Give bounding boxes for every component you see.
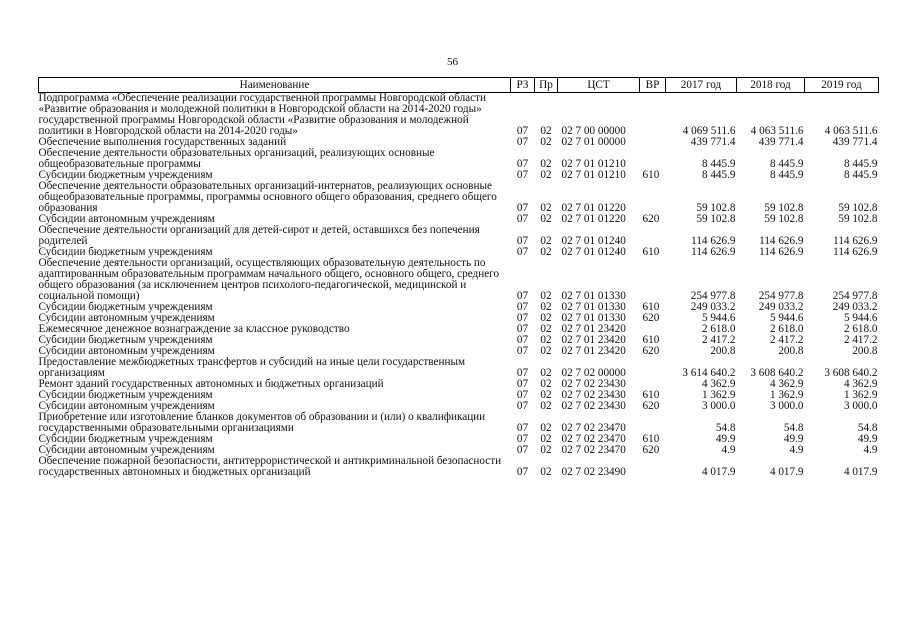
- cell-rz: 07: [516, 213, 529, 225]
- cell-pr: 02: [540, 389, 552, 401]
- cell-cst: 02 7 02 23430: [561, 389, 626, 401]
- cell-y2017: 4.9: [721, 444, 736, 456]
- cell-pr: 02: [540, 466, 552, 478]
- cell-pr: 02: [540, 422, 552, 434]
- cell-y2018: 4 362.9: [769, 378, 804, 390]
- cell-cst: 02 7 01 23420: [561, 334, 626, 346]
- table-row: [39, 93, 879, 138]
- cell-vr: 610: [642, 301, 660, 313]
- cell-y2019: 254 977.8: [832, 290, 878, 302]
- cell-pr: 02: [540, 378, 552, 390]
- cell-pr: 02: [540, 169, 552, 181]
- cell-y2019: 5 944.6: [843, 312, 878, 324]
- cell-pr: 02: [540, 246, 552, 258]
- cell-y2018: 59 102.8: [764, 213, 804, 225]
- cell-pr: 02: [540, 345, 552, 357]
- cell-y2018: 4.9: [789, 444, 804, 456]
- cell-y2019: 2 618.0: [843, 323, 878, 335]
- header-pr: Пр: [535, 78, 558, 93]
- cell-rz: 07: [516, 136, 529, 148]
- cell-y2017: 114 626.9: [691, 235, 736, 247]
- cell-y2018: 2 417.2: [769, 334, 804, 346]
- cell-cst: 02 7 01 01330: [561, 290, 626, 302]
- cell-vr: [640, 93, 666, 138]
- cell-vr: 610: [642, 433, 660, 445]
- cell-y2018: 4 017.9: [769, 466, 804, 478]
- cell-cst: 02 7 01 01240: [561, 235, 626, 247]
- cell-name: Обеспечение выполнения государственных заданий: [38, 136, 287, 148]
- cell-cst: 02 7 00 00000: [561, 125, 626, 137]
- cell-rz: 07: [516, 235, 529, 247]
- cell-y2019: 49.9: [857, 433, 878, 445]
- cell-y2019: 3 000.0: [843, 400, 878, 412]
- cell-vr: 620: [642, 444, 660, 456]
- cell-y2019: 249 033.2: [832, 301, 878, 313]
- cell-pr: 02: [540, 323, 552, 335]
- cell-rz: 07: [516, 323, 529, 335]
- cell-y2017: 54.8: [715, 422, 736, 434]
- cell-name: Субсидии бюджетным учреждениям: [38, 169, 213, 181]
- cell-cst: 02 7 02 00000: [561, 367, 626, 379]
- cell-y2017: 114 626.9: [691, 246, 736, 258]
- cell-cst: 02 7 01 00000: [561, 136, 626, 148]
- cell-y2019: 8 445.9: [843, 169, 878, 181]
- cell-cst: 02 7 02 23430: [561, 400, 626, 412]
- cell-vr: 610: [642, 389, 660, 401]
- cell-y2019: 8 445.9: [843, 158, 878, 170]
- cell-cst: 02 7 01 01240: [561, 246, 626, 258]
- table-body: [39, 93, 879, 479]
- cell-pr: 02: [540, 125, 552, 137]
- cell-vr: 620: [642, 312, 660, 324]
- cell-cst: 02 7 01 23420: [561, 345, 626, 357]
- cell-y2017: 2 417.2: [701, 334, 736, 346]
- cell-y2018: 5 944.6: [769, 312, 804, 324]
- cell-y2017: 200.8: [710, 345, 736, 357]
- cell-cst: 02 7 01 23420: [561, 323, 626, 335]
- cell-cst: 02 7 01 01330: [561, 301, 626, 313]
- cell-name: Субсидии бюджетным учреждениям: [38, 246, 213, 258]
- cell-y2019: 4.9: [863, 444, 878, 456]
- header-2018: 2018 год: [737, 78, 805, 93]
- cell-y2018: 8 445.9: [769, 169, 804, 181]
- cell-y2019: 59 102.8: [838, 213, 878, 225]
- cell-cst: 02 7 01 01330: [561, 312, 626, 324]
- cell-vr: 610: [642, 169, 660, 181]
- cell-y2017: 59 102.8: [696, 202, 736, 214]
- cell-y2018: 3 000.0: [769, 400, 804, 412]
- cell-y2018: 200.8: [778, 345, 804, 357]
- table-row: [39, 412, 879, 434]
- cell-vr: [640, 456, 666, 478]
- cell-name: Субсидии автономным учреждениям: [38, 213, 215, 225]
- cell-pr: 02: [540, 213, 552, 225]
- cell-rz: 07: [516, 202, 529, 214]
- header-2019: 2019 год: [805, 78, 879, 93]
- cell-name: Субсидии бюджетным учреждениям: [38, 301, 213, 313]
- cell-y2019: 4 017.9: [843, 466, 878, 478]
- budget-table: [38, 77, 879, 478]
- cell-cst: 02 7 02 23490: [561, 466, 626, 478]
- cell-y2019: 54.8: [857, 422, 878, 434]
- cell-pr: 02: [540, 158, 552, 170]
- cell-pr: 02: [540, 433, 552, 445]
- cell-y2017: 59 102.8: [696, 213, 736, 225]
- cell-rz: 07: [516, 378, 529, 390]
- cell-cst: 02 7 01 01220: [561, 202, 626, 214]
- cell-pr: 02: [540, 367, 552, 379]
- cell-cst: 02 7 02 23470: [561, 422, 626, 434]
- cell-name: Предоставление межбюджетных трансфертов и субсидий на иные цели государственным организациям: [38, 356, 466, 379]
- cell-rz: 07: [516, 334, 529, 346]
- cell-y2017: 4 362.9: [701, 378, 736, 390]
- cell-y2018: 254 977.8: [758, 290, 804, 302]
- cell-cst: 02 7 01 01210: [561, 158, 626, 170]
- table-header-row: [39, 78, 879, 93]
- cell-y2017: 439 771.4: [690, 136, 736, 148]
- cell-y2019: 2 417.2: [843, 334, 878, 346]
- cell-y2018: 249 033.2: [758, 301, 804, 313]
- table-row: [39, 225, 879, 247]
- header-vr: ВР: [640, 78, 666, 93]
- cell-y2017: 4 017.9: [701, 466, 736, 478]
- cell-y2018: 59 102.8: [764, 202, 804, 214]
- cell-y2018: 439 771.4: [758, 136, 804, 148]
- cell-name: Субсидии бюджетным учреждениям: [38, 433, 213, 445]
- cell-y2019: 3 608 640.2: [824, 367, 878, 379]
- cell-name: Обеспечение деятельности образовательных организаций-интернатов, реализующих основные общеобразовательные программы, программы основного общего образования, среднего общего образования: [38, 180, 497, 214]
- cell-pr: 02: [540, 290, 552, 302]
- cell-y2017: 5 944.6: [701, 312, 736, 324]
- cell-vr: 610: [642, 246, 660, 258]
- table-row: [39, 148, 879, 170]
- cell-y2018: 114 626.9: [759, 246, 804, 258]
- cell-rz: 07: [516, 246, 529, 258]
- cell-vr: [640, 137, 666, 148]
- cell-name: Субсидии бюджетным учреждениям: [38, 334, 213, 346]
- cell-y2017: 2 618.0: [701, 323, 736, 335]
- cell-pr: 02: [540, 136, 552, 148]
- cell-cst: 02 7 01 01210: [561, 169, 626, 181]
- header-name: Наименование: [39, 78, 511, 93]
- cell-vr: [640, 258, 666, 302]
- cell-name: Субсидии автономным учреждениям: [38, 400, 215, 412]
- cell-y2019: 4 063 511.6: [824, 125, 878, 137]
- cell-rz: 07: [516, 169, 529, 181]
- cell-name: Субсидии автономным учреждениям: [38, 444, 215, 456]
- cell-rz: 07: [516, 466, 529, 478]
- header-rz: РЗ: [511, 78, 535, 93]
- table-row: [39, 357, 879, 379]
- cell-y2017: 8 445.9: [701, 158, 736, 170]
- page-number: 56: [447, 56, 458, 68]
- cell-pr: 02: [540, 301, 552, 313]
- cell-y2017: 4 069 511.6: [682, 125, 736, 137]
- cell-y2017: 1 362.9: [701, 389, 736, 401]
- cell-y2019: 114 626.9: [833, 235, 878, 247]
- cell-pr: 02: [540, 202, 552, 214]
- cell-name: Приобретение или изготовление бланков документов об образовании и (или) о квалификации государственными образовательными организациями: [38, 411, 486, 434]
- cell-name: Обеспечение деятельности организаций, осуществляющих образовательную деятельность по адаптированным образовательным программам начального общего, основного общего, среднего общего образования (за исключением центров психолого-педагогической, медицинской и социальной помощи): [38, 257, 500, 302]
- cell-rz: 07: [516, 290, 529, 302]
- cell-y2018: 3 608 640.2: [750, 367, 804, 379]
- cell-pr: 02: [540, 444, 552, 456]
- cell-rz: 07: [516, 433, 529, 445]
- cell-y2018: 114 626.9: [759, 235, 804, 247]
- cell-rz: 07: [516, 367, 529, 379]
- cell-rz: 07: [516, 422, 529, 434]
- cell-rz: 07: [516, 345, 529, 357]
- cell-vr: [640, 412, 666, 434]
- cell-y2018: 1 362.9: [769, 389, 804, 401]
- cell-y2019: 114 626.9: [833, 246, 878, 258]
- cell-y2017: 8 445.9: [701, 169, 736, 181]
- cell-pr: 02: [540, 235, 552, 247]
- cell-vr: 610: [642, 334, 660, 346]
- cell-cst: 02 7 02 23470: [561, 444, 626, 456]
- cell-rz: 07: [516, 389, 529, 401]
- table-row: [39, 456, 879, 478]
- cell-vr: [640, 148, 666, 170]
- cell-vr: [640, 181, 666, 214]
- cell-pr: 02: [540, 312, 552, 324]
- cell-cst: 02 7 02 23430: [561, 378, 626, 390]
- cell-y2018: 8 445.9: [769, 158, 804, 170]
- cell-name: Субсидии бюджетным учреждениям: [38, 389, 213, 401]
- cell-cst: 02 7 01 01220: [561, 213, 626, 225]
- cell-pr: 02: [540, 334, 552, 346]
- cell-name: Ежемесячное денежное вознаграждение за классное руководство: [38, 323, 350, 335]
- header-2017: 2017 год: [666, 78, 737, 93]
- cell-name: Субсидии автономным учреждениям: [38, 312, 215, 324]
- cell-y2017: 49.9: [715, 433, 736, 445]
- cell-y2018: 2 618.0: [769, 323, 804, 335]
- cell-rz: 07: [516, 158, 529, 170]
- cell-y2019: 59 102.8: [838, 202, 878, 214]
- cell-name: Субсидии автономным учреждениям: [38, 345, 215, 357]
- cell-vr: 620: [642, 345, 660, 357]
- cell-rz: 07: [516, 312, 529, 324]
- cell-vr: 620: [642, 400, 660, 412]
- cell-y2019: 439 771.4: [832, 136, 878, 148]
- header-cst: ЦСТ: [558, 78, 640, 93]
- cell-y2019: 1 362.9: [843, 389, 878, 401]
- cell-vr: 620: [642, 213, 660, 225]
- cell-y2019: 200.8: [852, 345, 878, 357]
- cell-y2017: 3 614 640.2: [682, 367, 736, 379]
- cell-rz: 07: [516, 444, 529, 456]
- cell-y2017: 249 033.2: [690, 301, 736, 313]
- cell-y2017: 254 977.8: [690, 290, 736, 302]
- cell-y2019: 4 362.9: [843, 378, 878, 390]
- cell-y2017: 3 000.0: [701, 400, 736, 412]
- cell-y2018: 54.8: [783, 422, 804, 434]
- cell-cst: 02 7 02 23470: [561, 433, 626, 445]
- table-row: [39, 258, 879, 302]
- cell-name: Подпрограмма «Обеспечение реализации государственной программы Новгородской области «Развитие образования и молодежной политики в Новгородской области на 2014-2020 годы» государственной программы Новгородской области «Развитие образования и молодежной политики в Новгородской области на 2014-2020 годы»: [38, 92, 486, 137]
- cell-y2018: 49.9: [783, 433, 804, 445]
- cell-name: Ремонт зданий государственных автономных и бюджетных организаций: [38, 378, 384, 390]
- cell-name: Обеспечение деятельности образовательных организаций, реализующих основные общеобразовательные программы: [38, 147, 435, 170]
- cell-pr: 02: [540, 400, 552, 412]
- cell-rz: 07: [516, 301, 529, 313]
- cell-vr: [640, 357, 666, 379]
- cell-rz: 07: [516, 125, 529, 137]
- table-row: [39, 181, 879, 214]
- cell-y2018: 4 063 511.6: [750, 125, 804, 137]
- cell-name: Обеспечение деятельности организаций для детей-сирот и детей, оставшихся без попечения родителей: [38, 224, 480, 247]
- cell-rz: 07: [516, 400, 529, 412]
- cell-name: Обеспечение пожарной безопасности, антитеррористической и антикриминальной безопасности государственных автономных и бюджетных организаций: [38, 455, 502, 478]
- cell-vr: [640, 225, 666, 247]
